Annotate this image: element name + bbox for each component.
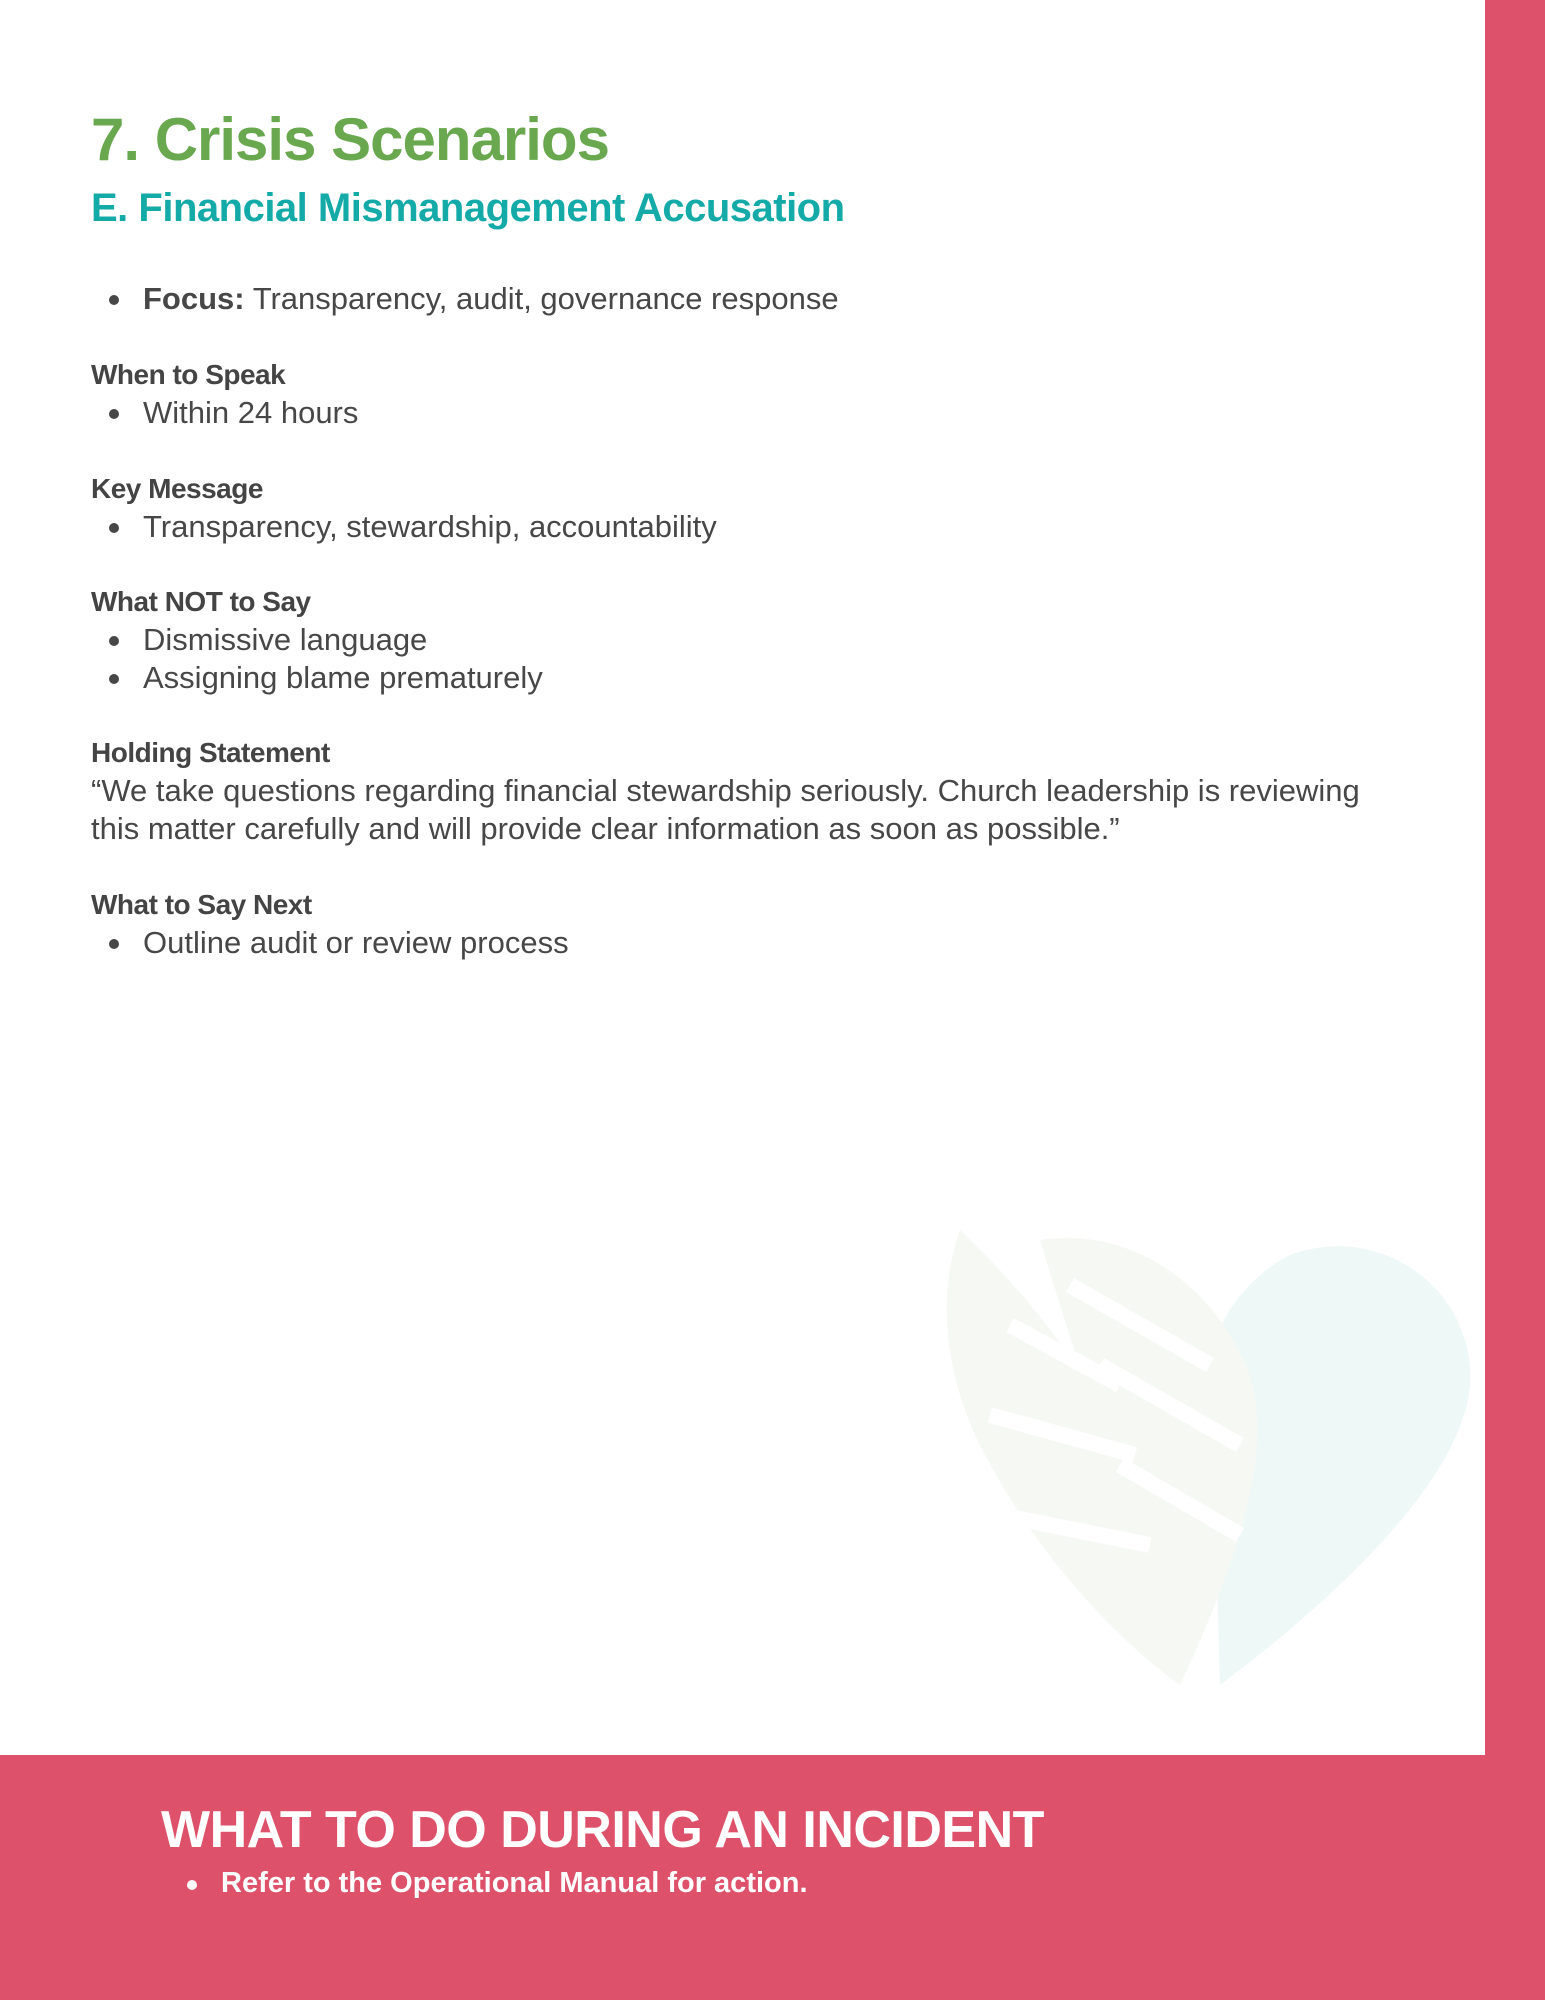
section-heading: Key Message: [91, 473, 263, 504]
main-content: [91, 100, 1411, 962]
section-when-to-speak: [91, 356, 1411, 432]
focus-label: Focus:: [143, 281, 245, 316]
section-list: [91, 621, 1411, 697]
section-what-to-say-next: [91, 886, 1411, 962]
list-item: Outline audit or review process: [91, 924, 1411, 962]
leaf-heart-watermark-icon: [920, 1215, 1480, 1695]
section-holding-statement: [91, 734, 1411, 848]
section-list: [91, 394, 1411, 432]
section-list: [91, 924, 1411, 962]
focus-list: [91, 280, 1411, 318]
footer-item: Refer to the Operational Manual for action.: [221, 1867, 808, 1899]
focus-text: Transparency, audit, governance response: [252, 281, 839, 316]
holding-statement-text: “We take questions regarding financial stewardship seriously. Church leadership is reviewing this matter carefully and will provide clear information as soon as possible.”: [91, 773, 1360, 846]
section-heading: When to Speak: [91, 359, 286, 390]
page-subtitle: E. Financial Mismanagement Accusation: [91, 186, 845, 230]
section-list: [91, 508, 1411, 546]
section-heading: Holding Statement: [91, 737, 330, 768]
footer-title: WHAT TO DO DURING AN INCIDENT: [161, 1801, 1044, 1859]
list-item: Within 24 hours: [91, 394, 1411, 432]
section-heading: What NOT to Say: [91, 586, 311, 617]
page-title: 7. Crisis Scenarios: [91, 106, 609, 173]
section-key-message: [91, 470, 1411, 546]
list-item: Transparency, stewardship, accountability: [91, 508, 1411, 546]
section-what-not-to-say: [91, 583, 1411, 697]
list-item: Dismissive language: [91, 621, 1411, 659]
section-heading: What to Say Next: [91, 889, 312, 920]
right-accent-bar: [1485, 0, 1545, 2000]
focus-item: [91, 280, 1411, 318]
incident-footer: [0, 1755, 1545, 2000]
list-item: Assigning blame prematurely: [91, 659, 1411, 697]
